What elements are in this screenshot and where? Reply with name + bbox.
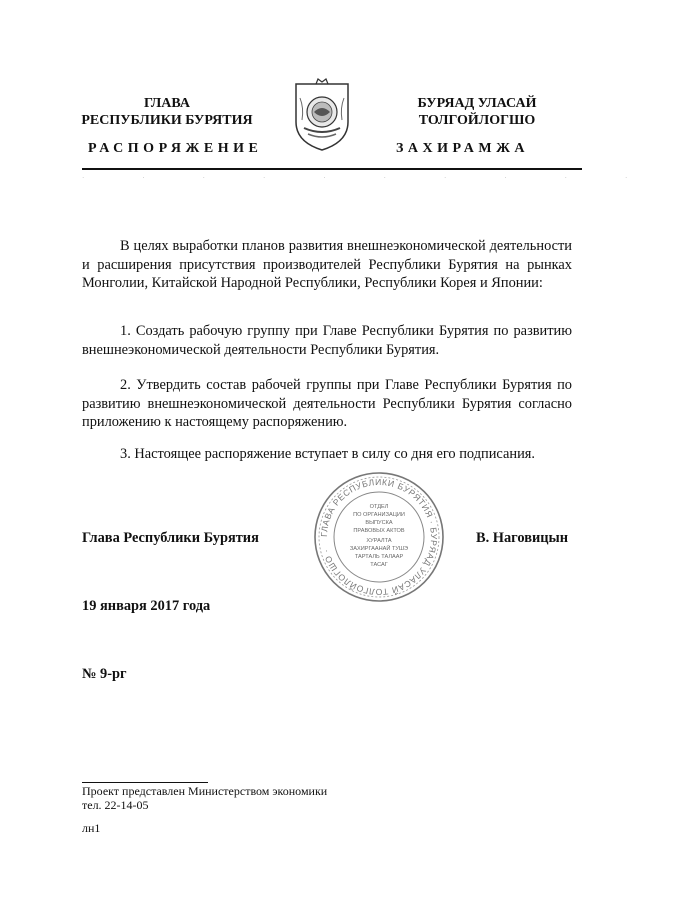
seal-line: ЗАХИРГААНАЙ ТУШЭ: [349, 546, 409, 552]
header-left-line1: ГЛАВА: [144, 96, 190, 111]
seal-line: ПРАВОВЫХ АКТОВ: [353, 528, 405, 534]
header-right-line2: ТОЛГОЙЛОГШО: [418, 113, 536, 128]
item-2-paragraph: 2. Утвердить состав рабочей группы при Главе Республики Бурятия по развитию внешнеэкономической деятельности Республики Бурятия согласно приложению к настоящему распоряжению.: [82, 377, 572, 430]
official-seal-stamp: [312, 470, 446, 604]
document-date: 19 января 2017 года: [82, 598, 211, 614]
seal-line: ВЫПУСКА: [365, 520, 393, 526]
header-right-line1: БУРЯАД УЛАСАЙ: [417, 96, 537, 111]
footer-prepared-by: Проект представлен Министерством экономики: [82, 784, 328, 798]
seal-line: ТАСАГ: [370, 562, 388, 568]
coat-of-arms-emblem: [290, 78, 354, 154]
doc-type-ru: РАСПОРЯЖЕНИЕ: [88, 141, 263, 156]
item-3-paragraph: 3. Настоящее распоряжение вступает в силу со дня его подписания.: [120, 446, 535, 462]
dotted-guide: ··········: [82, 174, 685, 182]
svg-text:ГЛАВА РЕСПУБЛИКИ БУРЯТИЯ · БУР: [319, 477, 439, 597]
seal-line: ОТДЕЛ: [369, 504, 389, 510]
footer-divider: [82, 782, 208, 783]
signatory-position: Глава Республики Бурятия: [82, 530, 259, 546]
document-number: № 9-рг: [82, 666, 127, 682]
footer-phone: тел. 22-14-05: [82, 798, 149, 812]
item-1-paragraph: 1. Создать рабочую группу при Главе Республики Бурятия по развитию внешнеэкономической деятельности Республики Бурятия.: [82, 323, 572, 358]
doc-type-bua: ЗАХИРАМЖА: [396, 141, 530, 156]
header-right: [372, 95, 582, 129]
seal-ring-text: ГЛАВА РЕСПУБЛИКИ БУРЯТИЯ · БУРЯАД УЛАСАЙ ТОЛГОЙЛОГШО ·: [318, 476, 440, 598]
signatory-name: В. Наговицын: [476, 530, 569, 546]
header-left-line2: РЕСПУБЛИКИ БУРЯТИЯ: [81, 113, 253, 128]
preamble-paragraph: В целях выработки планов развития внешнеэкономической деятельности и расширения присутствия производителей Республики Бурятия на рынках Монголии, Китайской Народной Республики, Республики Корея и Японии:: [82, 238, 572, 291]
footer-code: лн1: [82, 821, 101, 835]
header-left: [62, 95, 272, 129]
seal-line: ПО ОРГАНИЗАЦИИ: [353, 512, 405, 518]
seal-line: ТАРТАЛЬ ТАЛААР: [354, 554, 404, 560]
seal-line: ХУРАЛТА: [366, 538, 392, 544]
header-divider: [82, 168, 582, 170]
